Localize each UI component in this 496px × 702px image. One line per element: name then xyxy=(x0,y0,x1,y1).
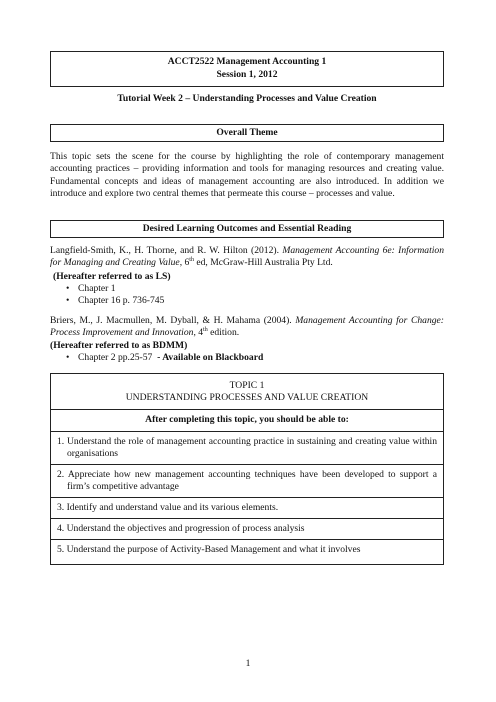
topic-number: TOPIC 1 xyxy=(229,380,265,391)
reading-ls-ref-note: (Hereafter referred to as LS) xyxy=(53,271,171,282)
course-header-box xyxy=(50,51,444,87)
objective-3: 3. Identify and understand value and its various elements. xyxy=(51,497,443,518)
course-code-title: ACCT2522 Management Accounting 1 xyxy=(167,56,327,67)
reading-ls-citation: Langfield-Smith, K., H. Thorne, and R. W. Hilton (2012). Management Accounting 6e: Information for Managing and Creating Value, 6th ed, McGraw-Hill Australia Pty Ltd. xyxy=(50,245,445,269)
overall-theme-body: This topic sets the scene for the course by highlighting the role of contemporary management accounting practices – providing information and tools for managing resources and creating value. Fundamental concepts and ideas of management accounting are also introduced. In addition we introduce and explore two central themes that permeate this course – processes and value. xyxy=(50,151,444,200)
reading-ls-chapters xyxy=(50,283,444,307)
topic-objectives-table xyxy=(50,373,444,565)
list-item: • Chapter 1 xyxy=(50,283,444,295)
list-item: • Chapter 16 p. 736-745 xyxy=(50,295,444,307)
reading-bdmm-chapter: Chapter 2 pp.25-57 xyxy=(78,352,153,363)
overall-theme-heading: Overall Theme xyxy=(50,124,444,142)
list-item xyxy=(50,352,444,364)
blackboard-availability-note: - Available on Blackboard xyxy=(152,352,264,363)
objective-1: 1. Understand the role of management accounting practice in sustaining and creating value within organisations xyxy=(51,431,443,464)
learning-outcomes-heading: Desired Learning Outcomes and Essential Reading xyxy=(50,220,444,238)
reading-bdmm-citation: Briers, M., J. Macmullen, M. Dyball, & H. Mahama (2004). Management Accounting for Change: Process Improvement and Innovation, 4th edition. xyxy=(50,315,444,339)
reading-ls-edition-num: 6 xyxy=(184,257,190,269)
session-label: Session 1, 2012 xyxy=(216,68,278,80)
reading-bdmm-chapters xyxy=(50,352,444,364)
reading-bdmm-authors: Briers, M., J. Macmullen, M. Dyball, & H. Mahama (2004). xyxy=(50,315,292,326)
reading-ls-edition-rest: ed, McGraw-Hill Australia Pty Ltd. xyxy=(193,257,333,269)
topic-intro: After completing this topic, you should be able to: xyxy=(51,409,443,431)
topic-title: UNDERSTANDING PROCESSES AND VALUE CREATION xyxy=(125,392,369,403)
reading-ls-authors: Langfield-Smith, K., H. Thorne, and R. W. Hilton (2012). xyxy=(50,245,279,256)
reading-ls-edition-sup: th xyxy=(189,257,194,264)
objective-4: 4. Understand the objectives and progression of process analysis xyxy=(51,518,443,539)
objective-2: 2. Appreciate how new management accounting techniques have been developed to support a firm’s competitive advantage xyxy=(51,464,443,497)
reading-ls-title: Management Accounting 6e: Information for Managing and Creating Value xyxy=(50,245,445,269)
reading-bdmm-edition-rest: edition. xyxy=(207,327,240,339)
reading-bdmm-edition-num: 4 xyxy=(198,327,204,339)
reading-bdmm-title: Management Accounting for Change: Process Improvement and Innovation xyxy=(50,315,444,339)
reading-bdmm-ref-note: (Hereafter referred to as BDMM) xyxy=(50,340,188,351)
tutorial-title: Tutorial Week 2 – Understanding Processes and Value Creation xyxy=(117,93,377,104)
page-number: 1 xyxy=(245,658,251,669)
objective-5: 5. Understand the purpose of Activity-Based Management and what it involves xyxy=(51,539,443,560)
reading-bdmm-edition-sup: th xyxy=(203,327,208,334)
